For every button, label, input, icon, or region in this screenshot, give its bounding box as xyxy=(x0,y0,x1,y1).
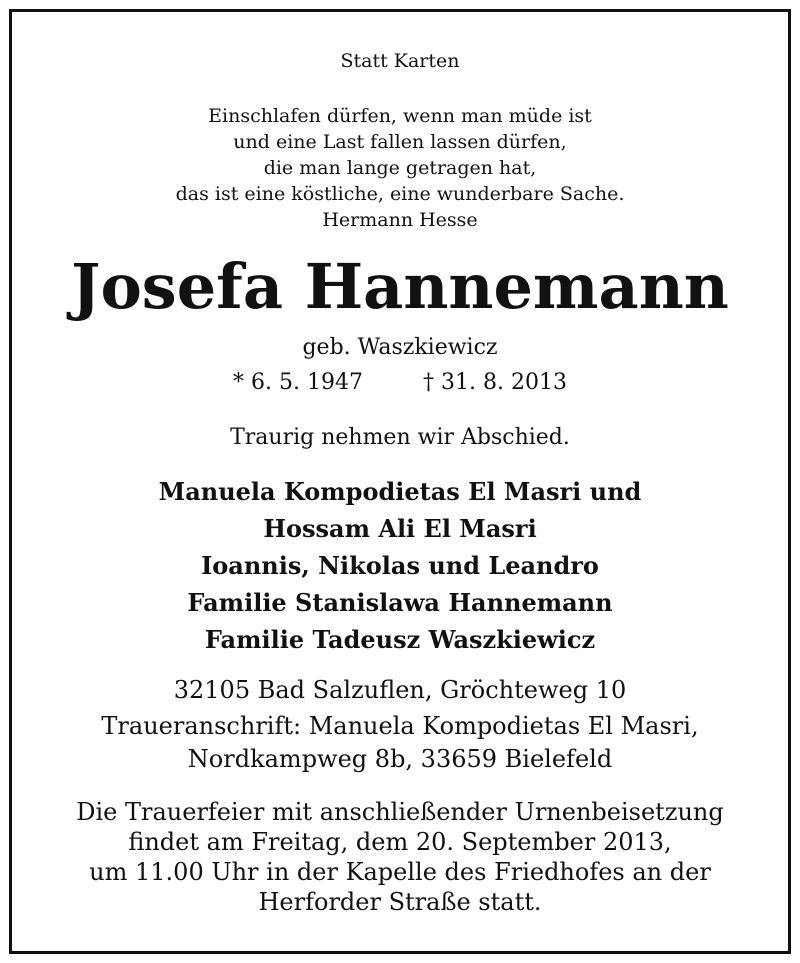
address-line-1: 32105 Bad Salzuflen, Gröchteweg 10 xyxy=(173,676,627,704)
poem-author: Hermann Hesse xyxy=(322,209,478,231)
mourner-line-4: Familie Stanislawa Hannemann xyxy=(187,588,613,617)
birth-date: * 6. 5. 1947 xyxy=(233,370,363,395)
mourner-line-2: Hossam Ali El Masri xyxy=(263,514,537,543)
farewell-text: Traurig nehmen wir Abschied. xyxy=(230,425,570,450)
poem-line-4: das ist eine köstliche, eine wunderbare Sache. xyxy=(175,183,625,205)
poem-line-3: die man lange getragen hat, xyxy=(263,157,537,179)
poem-line-2: und eine Last fallen lassen dürfen, xyxy=(233,131,567,153)
service-line-2: findet am Freitag, dem 20. September 2013, xyxy=(128,828,672,856)
header-text: Statt Karten xyxy=(340,50,460,72)
poem-line-1: Einschlafen dürfen, wenn man müde ist xyxy=(208,105,592,127)
address-line-3: Nordkampweg 8b, 33659 Bielefeld xyxy=(187,745,613,773)
service-line-1: Die Trauerfeier mit anschließender Urnenbeisetzung xyxy=(76,798,724,826)
mourner-line-1: Manuela Kompodietas El Masri und xyxy=(158,477,642,506)
deceased-name: Josefa Hannemann xyxy=(71,250,729,323)
mourner-line-5: Familie Tadeusz Waszkiewicz xyxy=(204,625,596,654)
life-dates xyxy=(0,370,800,395)
service-line-4: Herforder Straße statt. xyxy=(258,888,542,916)
mourner-line-3: Ioannis, Nikolas und Leandro xyxy=(201,551,599,580)
address-line-2: Traueranschrift: Manuela Kompodietas El Masri, xyxy=(101,712,699,740)
death-date: † 31. 8. 2013 xyxy=(423,370,567,395)
service-line-3: um 11.00 Uhr in der Kapelle des Friedhofes an der xyxy=(89,858,711,886)
maiden-name: geb. Waszkiewicz xyxy=(302,335,498,360)
